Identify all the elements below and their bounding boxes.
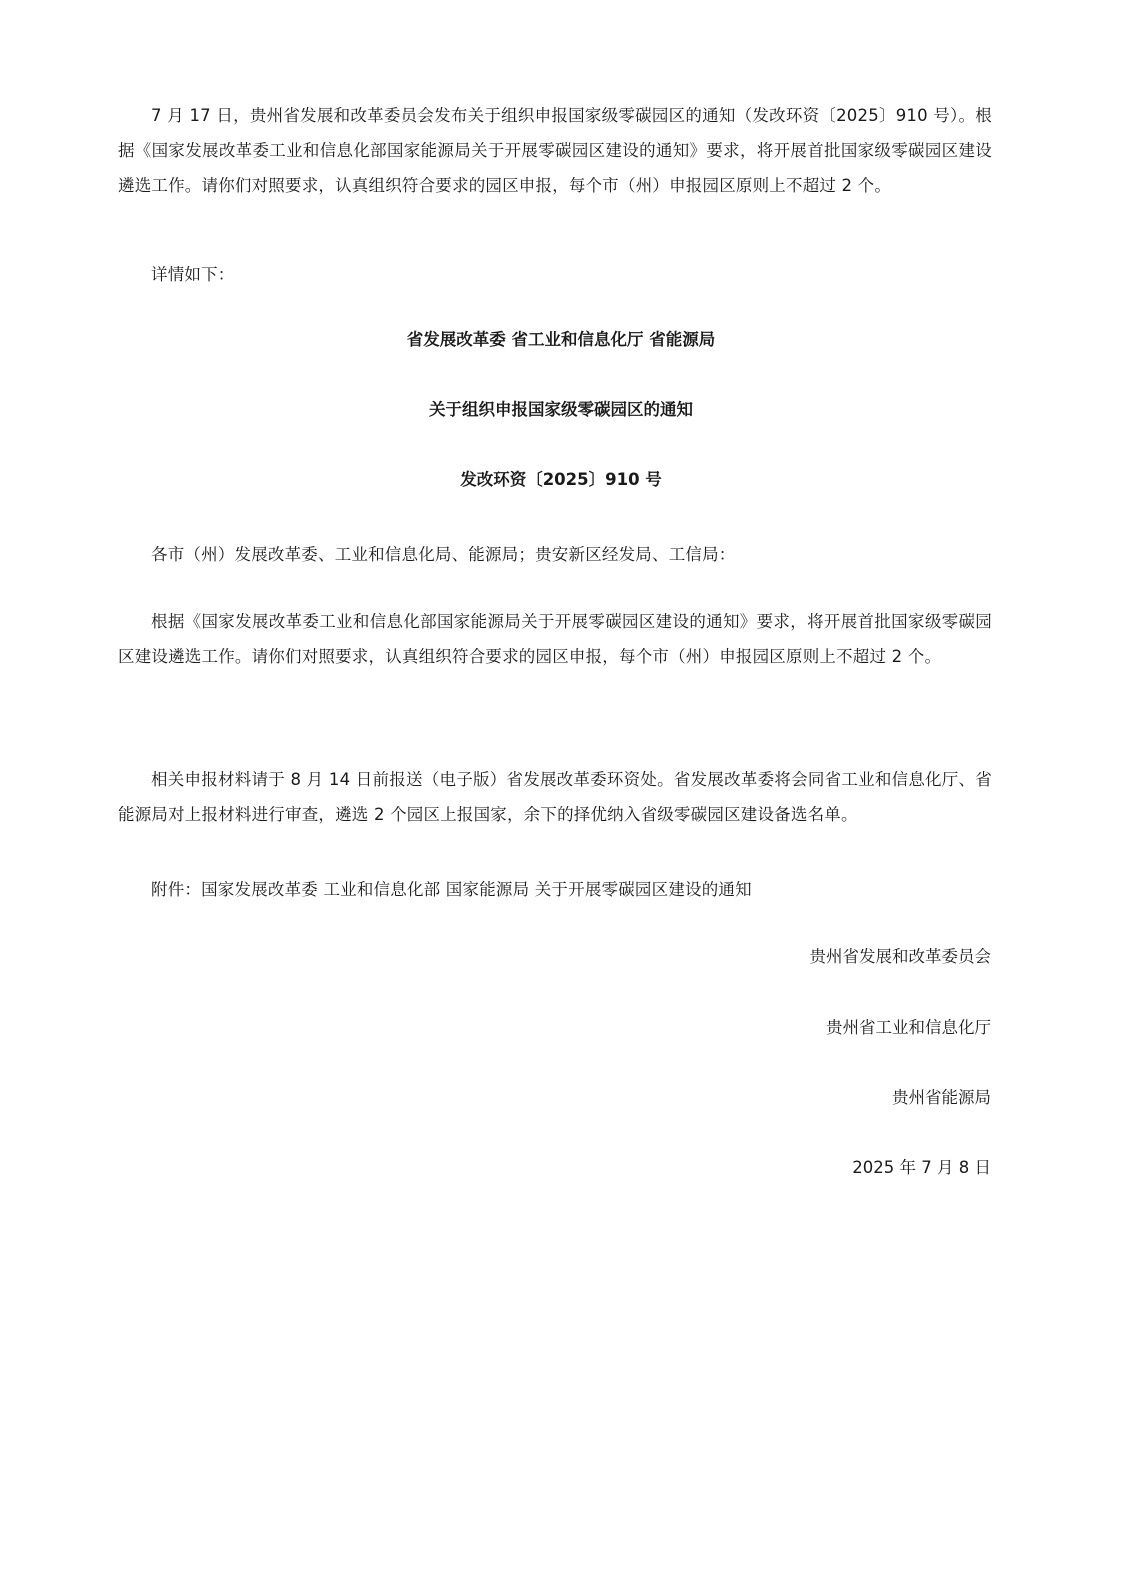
document-number: 发改环资〔2025〕910 号 (460, 470, 662, 489)
attachment-line: 附件：国家发展改革委 工业和信息化部 国家能源局 关于开展零碳园区建设的通知 (151, 880, 752, 899)
signature-org-1: 贵州省发展和改革委员会 (809, 947, 991, 966)
signature-org-2: 贵州省工业和信息化厅 (826, 1018, 991, 1037)
issuers-heading: 省发展改革委 省工业和信息化厅 省能源局 (406, 330, 716, 349)
notice-title: 关于组织申报国家级零碳园区的通知 (429, 400, 693, 419)
signature-org-3: 贵州省能源局 (892, 1088, 991, 1107)
addressees: 各市（州）发展改革委、工业和信息化局、能源局；贵安新区经发局、工信局： (151, 545, 736, 564)
intro-paragraph: 7 月 17 日，贵州省发展和改革委员会发布关于组织申报国家级零碳园区的通知（发改环资〔2025〕910 号）。根据《国家发展改革委工业和信息化部国家能源局关于开展零碳园区建设的通知》要求，将开展首批国家级零碳园区建设遴选工作。请你们对照要求，认真组织符合要求的园区申报，每个市（州）申报园区原则上不超过 2 个。 (118, 106, 992, 195)
signature-date: 2025 年 7 月 8 日 (852, 1158, 991, 1177)
body-paragraph-1: 根据《国家发展改革委工业和信息化部国家能源局关于开展零碳园区建设的通知》要求，将开展首批国家级零碳园区建设遴选工作。请你们对照要求，认真组织符合要求的园区申报，每个市（州）申报园区原则上不超过 2 个。 (118, 612, 992, 666)
body-paragraph-2: 相关申报材料请于 8 月 14 日前报送（电子版）省发展改革委环资处。省发展改革委将会同省工业和信息化厅、省能源局对上报材料进行审查，遴选 2 个园区上报国家，余下的择优纳入省级零碳园区建设备选名单。 (118, 770, 992, 824)
details-label: 详情如下： (151, 265, 235, 284)
